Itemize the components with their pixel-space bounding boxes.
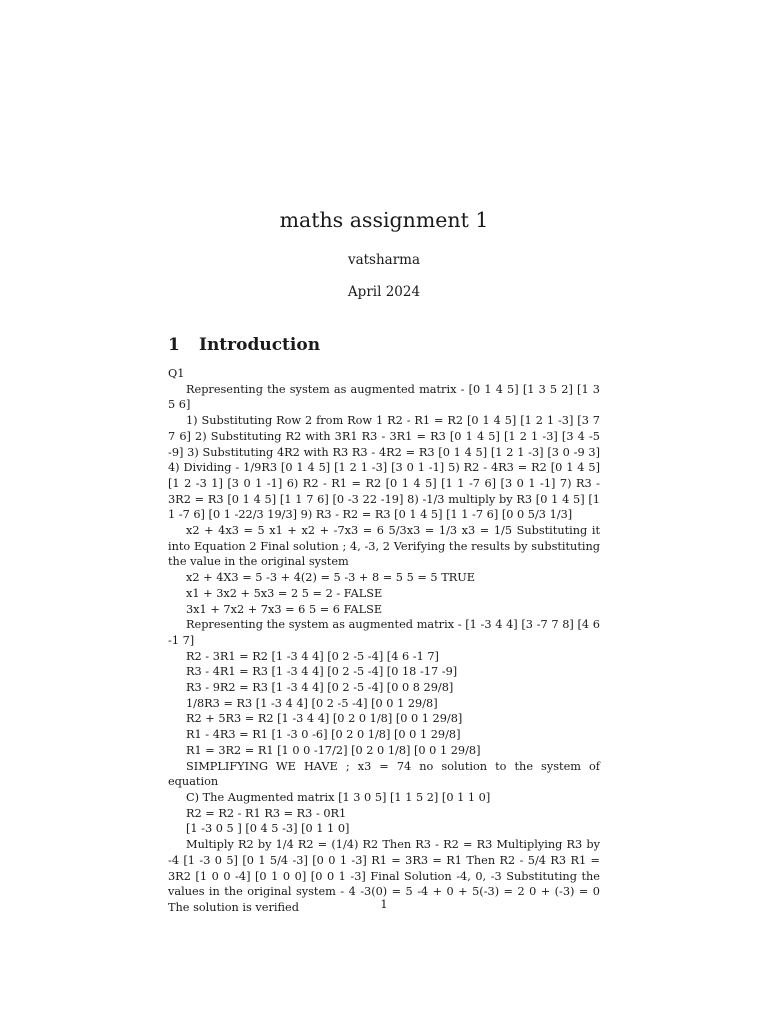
paragraph: x2 + 4X3 = 5 -3 + 4(2) = 5 -3 + 8 = 5 5 = 5 TRUE [186,571,476,585]
paragraph: SIMPLIFYING WE HAVE ; x3 = 74 no solution to the system of equation [168,759,600,789]
paragraph: Representing the system as augmented matrix - [1 -3 4 4] [3 -7 7 8] [4 6 -1 7] [168,618,600,647]
document-title: maths assignment 1 [279,208,489,232]
paragraph: 3x1 + 7x2 + 7x3 = 6 5 = 6 FALSE [186,602,383,616]
paragraph: R2 + 5R3 = R2 [1 -3 4 4] [0 2 0 1/8] [0 0 1 29/8] [186,712,463,726]
paragraph: x2 + 4x3 = 5 x1 + x2 + -7x3 = 6 5/3x3 = 1/3 x3 = 1/5 Substituting it into Equation 2 Final solution ; 4, -3, 2 Verifying the results by substituting the value in the original system [168,524,600,569]
paragraph: R2 - 3R1 = R2 [1 -3 4 4] [0 2 -5 -4] [4 6 -1 7] [186,649,439,663]
section-body [168,366,600,916]
section-title: Introduction [199,335,321,355]
paragraph: [1 -3 0 5 ] [0 4 5 -3] [0 1 1 0] [186,822,350,836]
page-number: 1 [380,898,388,911]
document-date: April 2024 [347,284,421,300]
paragraph: R1 = 3R2 = R1 [1 0 0 -17/2] [0 2 0 1/8] [0 0 1 29/8] [186,743,481,757]
document-author: vatsharma [347,252,421,268]
paragraph: 1) Substituting Row 2 from Row 1 R2 - R1 = R2 [0 1 4 5] [1 2 1 -3] [3 7 7 6] 2) Substituting R2 with 3R1 R3 - 3R1 = R3 [0 1 4 5] [1 2 1 -3] [3 4 -5 -9] 3) Substituting 4R2 with R3 R3 - 4R2 = R3 [0 1 4 5] [1 2 1 -3] [3 0 -9 3] 4) Dividing - 1/9R3 [0 1 4 5] [1 2 1 -3] [3 0 1 -1] 5) R2 - 4R3 = R2 [0 1 4 5] [1 2 -3 1] [3 0 1 -1] 6) R2 - R1 = R2 [0 1 4 5] [1 1 -7 6] [3 0 1 -1] 7) R3 - 3R2 = R3 [0 1 4 5] [1 1 7 6] [0 -3 22 -19] 8) -1/3 multiply by R3 [0 1 4 5] [1 1 -7 6] [0 1 -22/3 19/3] 9) R3 - R2 = R3 [0 1 4 5] [1 1 -7 6] [0 0 5/3 1/3] [168,414,600,522]
paragraph: R2 = R2 - R1 R3 = R3 - 0R1 [186,806,347,820]
paragraph: C) The Augmented matrix [1 3 0 5] [1 1 5 2] [0 1 1 0] [186,790,491,804]
paragraph: 1/8R3 = R3 [1 -3 4 4] [0 2 -5 -4] [0 0 1 29/8] [186,696,438,710]
paragraph: Representing the system as augmented matrix - [0 1 4 5] [1 3 5 2] [1 3 5 6] [168,382,600,412]
paragraph: R3 - 4R1 = R3 [1 -3 4 4] [0 2 -5 -4] [0 18 -17 -9] [186,665,458,679]
section-number: 1 [168,335,180,355]
paragraph: R1 - 4R3 = R1 [1 -3 0 -6] [0 2 0 1/8] [0 0 1 29/8] [186,728,461,742]
question-label: Q1 [168,367,185,380]
section-heading [168,334,320,356]
paragraph: Multiply R2 by 1/4 R2 = (1/4) R2 Then R3 - R2 = R3 Multiplying R3 by -4 [1 -3 0 5] [0 1 5/4 -3] [0 0 1 -3] R1 = 3R3 = R1 Then R2 - 5/4 R3 R1 = 3R2 [1 0 0 -4] [0 1 0 0] [0 0 1 -3] Final Solution -4, 0, -3 Substituting the values in the original system - 4 -3(0) = 5 -4 + 0 + 5(-3) = 2 0 + (-3) = 0 The solution is verified [168,838,600,914]
paragraph: x1 + 3x2 + 5x3 = 2 5 = 2 - FALSE [186,586,383,600]
paragraph: R3 - 9R2 = R3 [1 -3 4 4] [0 2 -5 -4] [0 0 8 29/8] [186,681,454,695]
